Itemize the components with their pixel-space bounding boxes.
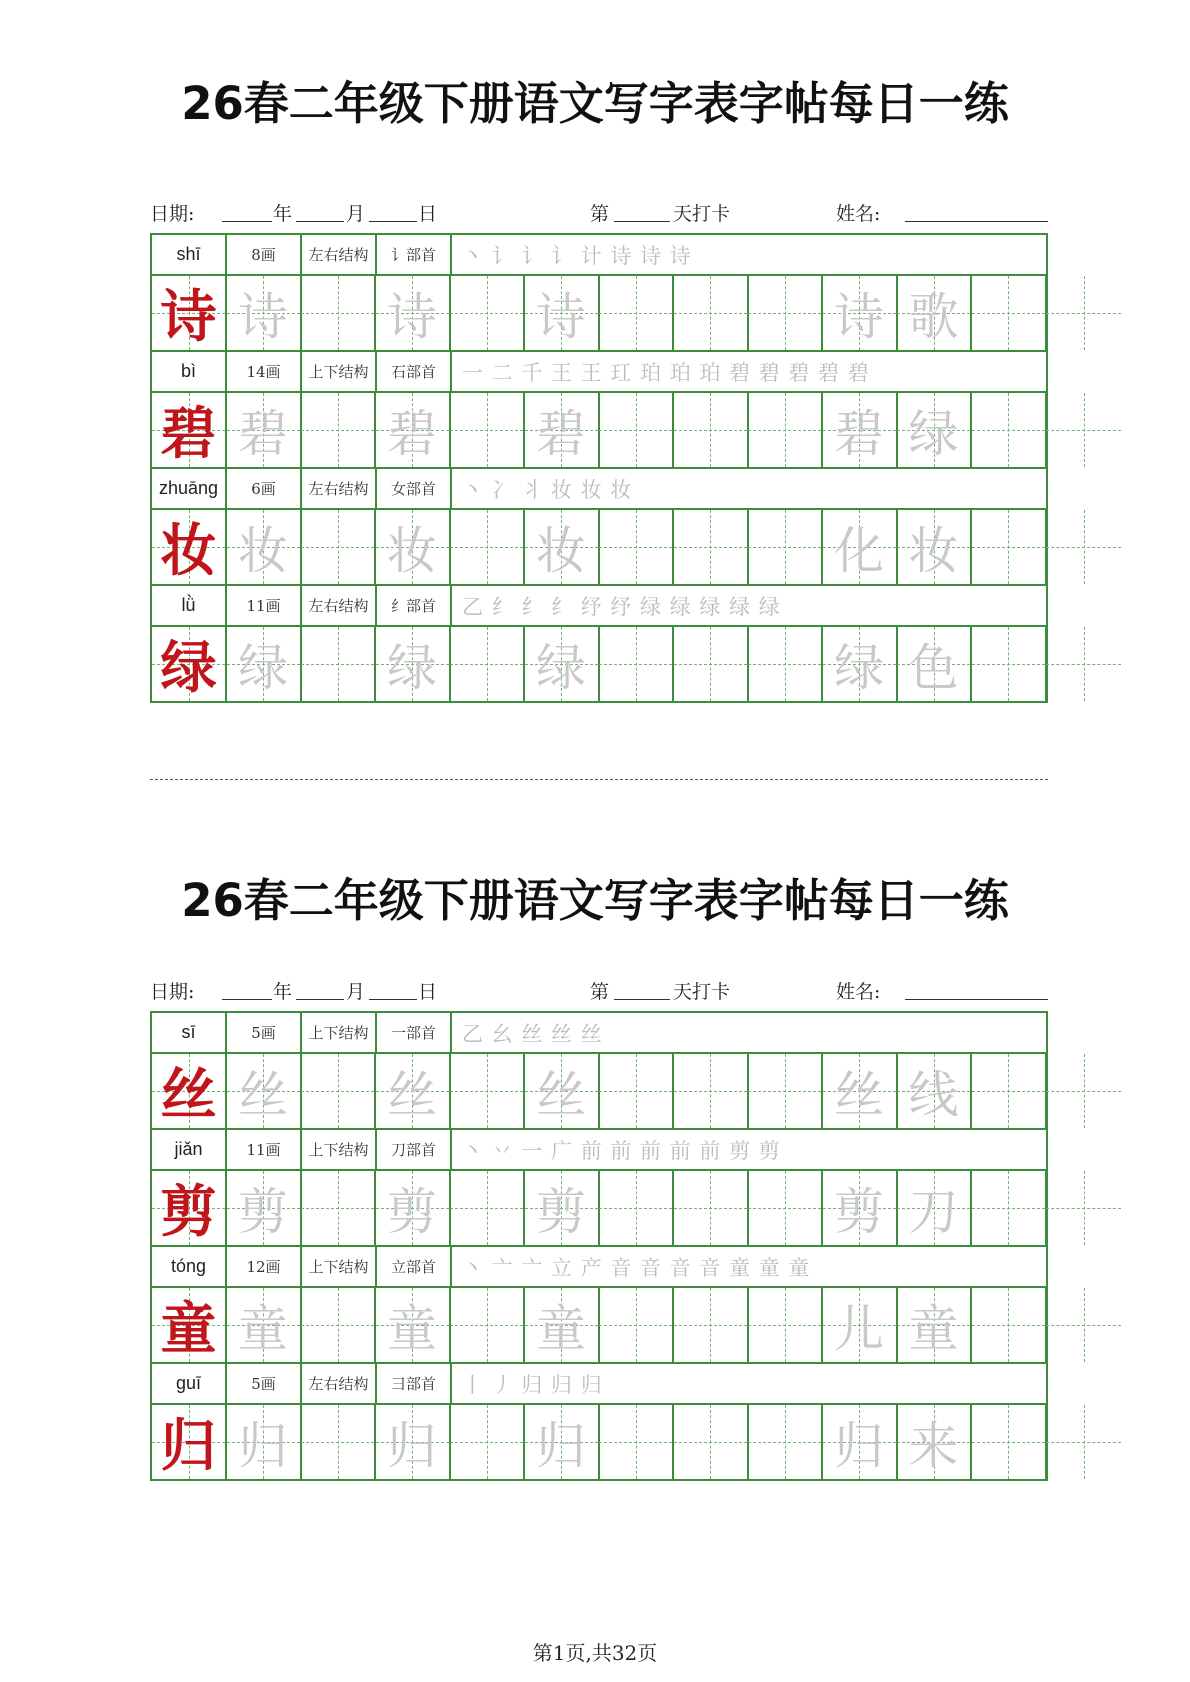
- practice-cell[interactable]: [972, 510, 1047, 584]
- practice-cell[interactable]: [748, 1288, 823, 1362]
- practice-cell[interactable]: [376, 1054, 451, 1128]
- stroke-order: 丶 讠 讠 讠 计 诗 诗 诗: [462, 243, 692, 268]
- trace-character: 归: [536, 1417, 586, 1475]
- info-row: [152, 469, 1046, 510]
- trace-character: 绿: [536, 639, 586, 697]
- pinyin-cell: sī: [152, 1013, 227, 1052]
- info-line: [150, 975, 1048, 1005]
- practice-cell[interactable]: [823, 1405, 898, 1479]
- date-label: 日期:: [150, 981, 195, 1003]
- practice-cell[interactable]: [897, 276, 972, 350]
- strokes-count-cell: 11画: [227, 1130, 302, 1169]
- practice-cell[interactable]: [823, 510, 898, 584]
- trace-character: 绿: [238, 639, 288, 697]
- practice-cell[interactable]: [450, 510, 525, 584]
- page-footer: 第1页,共32页: [532, 1641, 658, 1665]
- day-label: 日: [418, 203, 438, 225]
- structure-cell: 左右结构: [302, 586, 377, 625]
- practice-cell[interactable]: [674, 1054, 749, 1128]
- practice-cell[interactable]: [748, 627, 823, 701]
- practice-cell[interactable]: [599, 627, 674, 701]
- practice-row: [152, 1171, 1046, 1247]
- trace-character: 儿: [834, 1300, 884, 1358]
- model-character: [152, 1405, 227, 1479]
- trace-character: 色: [908, 639, 959, 697]
- practice-cell[interactable]: [972, 1405, 1047, 1479]
- info-row: [152, 235, 1046, 276]
- practice-cell[interactable]: [525, 393, 600, 467]
- model-character: [152, 393, 227, 467]
- strokes-count-cell: 5画: [227, 1364, 302, 1403]
- model-character: [152, 1054, 227, 1128]
- strokes-count-cell: 5画: [227, 1013, 302, 1052]
- practice-cell[interactable]: [301, 1054, 376, 1128]
- practice-cell[interactable]: [376, 1405, 451, 1479]
- info-row: [152, 352, 1046, 393]
- radical-cell: 讠部首: [377, 235, 452, 274]
- model-character: [152, 1288, 227, 1362]
- practice-cell[interactable]: [748, 1054, 823, 1128]
- trace-character: 归: [387, 1417, 437, 1475]
- practice-cell[interactable]: [823, 1288, 898, 1362]
- structure-cell: 左右结构: [302, 1364, 377, 1403]
- practice-cell[interactable]: [301, 276, 376, 350]
- page-title: 26春二年级下册语文写字表字帖每日一练: [181, 77, 1009, 130]
- trace-character: 丝: [536, 1066, 586, 1124]
- practice-row: [152, 1405, 1046, 1481]
- practice-cell[interactable]: [674, 1171, 749, 1245]
- model-character: [152, 510, 227, 584]
- trace-character: 剪: [387, 1183, 437, 1241]
- strokes-count-cell: 14画: [227, 352, 302, 391]
- month-label: 月: [346, 981, 366, 1003]
- practice-cell[interactable]: [674, 393, 749, 467]
- practice-cell[interactable]: [450, 1288, 525, 1362]
- practice-cell[interactable]: [823, 276, 898, 350]
- practice-cell[interactable]: [748, 1405, 823, 1479]
- practice-cell[interactable]: [599, 276, 674, 350]
- practice-cell[interactable]: [301, 627, 376, 701]
- structure-cell: 上下结构: [302, 1130, 377, 1169]
- check-prefix: 第: [590, 981, 610, 1003]
- practice-cell[interactable]: [972, 627, 1047, 701]
- radical-cell: 刀部首: [377, 1130, 452, 1169]
- practice-cell[interactable]: [599, 1054, 674, 1128]
- model-character-text: 妆: [160, 518, 217, 584]
- trace-character: 妆: [387, 522, 437, 580]
- trace-character: 歌: [908, 288, 959, 346]
- year-label: 年: [273, 203, 293, 225]
- practice-row: [152, 1288, 1046, 1364]
- practice-cell[interactable]: [227, 510, 302, 584]
- practice-cell[interactable]: [450, 627, 525, 701]
- practice-cell[interactable]: [227, 276, 302, 350]
- pinyin-cell: guī: [152, 1364, 227, 1403]
- practice-cell[interactable]: [972, 1054, 1047, 1128]
- model-character-text: 童: [160, 1296, 217, 1362]
- trace-character: 妆: [238, 522, 288, 580]
- strokes-count-cell: 12画: [227, 1247, 302, 1286]
- trace-character: 诗: [536, 288, 586, 346]
- structure-cell: 上下结构: [302, 1247, 377, 1286]
- practice-cell[interactable]: [525, 510, 600, 584]
- practice-cell[interactable]: [525, 1405, 600, 1479]
- radical-cell: 彐部首: [377, 1364, 452, 1403]
- trace-character: 剪: [834, 1183, 884, 1241]
- practice-cell[interactable]: [1046, 1054, 1121, 1128]
- info-line: [150, 197, 1048, 227]
- practice-cell[interactable]: [227, 1405, 302, 1479]
- practice-cell[interactable]: [1046, 276, 1121, 350]
- info-row: [152, 1130, 1046, 1171]
- practice-cell[interactable]: [823, 1054, 898, 1128]
- model-character-text: 诗: [160, 284, 217, 350]
- practice-cell[interactable]: [450, 1054, 525, 1128]
- trace-character: 碧: [536, 405, 586, 463]
- radical-cell: 一部首: [377, 1013, 452, 1052]
- practice-row: [152, 627, 1046, 703]
- model-character-text: 归: [160, 1413, 217, 1479]
- practice-cell[interactable]: [376, 1288, 451, 1362]
- practice-cell[interactable]: [525, 1171, 600, 1245]
- practice-cell[interactable]: [450, 393, 525, 467]
- trace-character: 剪: [238, 1183, 288, 1241]
- trace-character: 来: [908, 1417, 959, 1475]
- practice-cell[interactable]: [897, 627, 972, 701]
- structure-cell: 上下结构: [302, 352, 377, 391]
- model-character-text: 丝: [160, 1062, 217, 1128]
- practice-cell[interactable]: [227, 627, 302, 701]
- pinyin-cell: shī: [152, 235, 227, 274]
- practice-cell[interactable]: [301, 1405, 376, 1479]
- trace-character: 刀: [908, 1183, 959, 1241]
- practice-cell[interactable]: [301, 393, 376, 467]
- practice-cell[interactable]: [599, 1405, 674, 1479]
- practice-row: [152, 510, 1046, 586]
- stroke-order: 丶 亠 亠 立 产 音 音 音 音 童 童 童: [462, 1255, 811, 1280]
- practice-cell[interactable]: [674, 627, 749, 701]
- practice-cell[interactable]: [674, 510, 749, 584]
- check-suffix: 天打卡: [673, 981, 731, 1003]
- practice-cell[interactable]: [823, 1171, 898, 1245]
- stroke-order: 丶 丷 一 广 前 前 前 前 前 剪 剪: [462, 1138, 781, 1163]
- practice-cell[interactable]: [823, 627, 898, 701]
- strokes-count-cell: 6画: [227, 469, 302, 508]
- name-label: 姓名:: [836, 981, 881, 1003]
- practice-cell[interactable]: [227, 1171, 302, 1245]
- practice-cell[interactable]: [376, 393, 451, 467]
- practice-cell[interactable]: [748, 393, 823, 467]
- trace-character: 童: [387, 1300, 437, 1358]
- practice-cell[interactable]: [748, 1171, 823, 1245]
- practice-cell[interactable]: [227, 1288, 302, 1362]
- page-title: 26春二年级下册语文写字表字帖每日一练: [181, 874, 1009, 927]
- trace-character: 碧: [834, 405, 884, 463]
- trace-character: 绿: [387, 639, 437, 697]
- practice-cell[interactable]: [972, 276, 1047, 350]
- trace-character: 绿: [908, 405, 959, 463]
- info-row: [152, 1013, 1046, 1054]
- stroke-order: 一 二 千 王 王 玒 珀 珀 珀 碧 碧 碧 碧 碧: [462, 360, 870, 385]
- info-row: [152, 1364, 1046, 1405]
- trace-character: 妆: [908, 522, 959, 580]
- practice-cell[interactable]: [1046, 1171, 1121, 1245]
- model-character-text: 剪: [160, 1179, 217, 1245]
- month-label: 月: [346, 203, 366, 225]
- practice-cell[interactable]: [1046, 1405, 1121, 1479]
- stroke-order: 乙 纟 纟 纟 纾 纾 绿 绿 绿 绿 绿: [462, 594, 781, 619]
- trace-character: 碧: [238, 405, 288, 463]
- strokes-count-cell: 8画: [227, 235, 302, 274]
- trace-character: 绿: [834, 639, 884, 697]
- stroke-order: 丶 冫 丬 妆 妆 妆: [462, 477, 633, 502]
- trace-character: 童: [536, 1300, 586, 1358]
- practice-cell[interactable]: [450, 1405, 525, 1479]
- practice-row: [152, 393, 1046, 469]
- practice-cell[interactable]: [748, 510, 823, 584]
- practice-cell[interactable]: [674, 1405, 749, 1479]
- model-character-text: 绿: [160, 635, 217, 701]
- practice-cell[interactable]: [897, 510, 972, 584]
- name-label: 姓名:: [836, 203, 881, 225]
- trace-character: 丝: [238, 1066, 288, 1124]
- practice-cell[interactable]: [227, 1054, 302, 1128]
- trace-character: 剪: [536, 1183, 586, 1241]
- trace-character: 化: [834, 522, 884, 580]
- practice-cell[interactable]: [376, 276, 451, 350]
- practice-grid: [150, 1011, 1048, 1481]
- practice-cell[interactable]: [972, 393, 1047, 467]
- practice-grid: [150, 233, 1048, 703]
- practice-cell[interactable]: [525, 1288, 600, 1362]
- practice-cell[interactable]: [525, 276, 600, 350]
- practice-cell[interactable]: [897, 1405, 972, 1479]
- practice-cell[interactable]: [525, 1054, 600, 1128]
- practice-cell[interactable]: [897, 1054, 972, 1128]
- practice-cell[interactable]: [1046, 1288, 1121, 1362]
- day-label: 日: [418, 981, 438, 1003]
- practice-cell[interactable]: [748, 276, 823, 350]
- practice-cell[interactable]: [823, 393, 898, 467]
- practice-cell[interactable]: [227, 393, 302, 467]
- practice-cell[interactable]: [897, 393, 972, 467]
- practice-cell[interactable]: [301, 1288, 376, 1362]
- practice-cell[interactable]: [897, 1288, 972, 1362]
- model-character-text: 碧: [160, 401, 217, 467]
- structure-cell: 左右结构: [302, 235, 377, 274]
- model-character: [152, 1171, 227, 1245]
- practice-cell[interactable]: [972, 1288, 1047, 1362]
- pinyin-cell: tóng: [152, 1247, 227, 1286]
- practice-cell[interactable]: [599, 1288, 674, 1362]
- trace-character: 丝: [387, 1066, 437, 1124]
- info-row: [152, 1247, 1046, 1288]
- practice-cell[interactable]: [450, 1171, 525, 1245]
- practice-cell[interactable]: [376, 510, 451, 584]
- stroke-order: 丨 丿 归 归 归: [462, 1372, 603, 1397]
- practice-cell[interactable]: [301, 510, 376, 584]
- strokes-count-cell: 11画: [227, 586, 302, 625]
- practice-row: [152, 276, 1046, 352]
- trace-character: 诗: [834, 288, 884, 346]
- practice-cell[interactable]: [897, 1171, 972, 1245]
- model-character: [152, 627, 227, 701]
- check-suffix: 天打卡: [673, 203, 731, 225]
- practice-cell[interactable]: [599, 510, 674, 584]
- trace-character: 诗: [387, 288, 437, 346]
- trace-character: 童: [908, 1300, 959, 1358]
- practice-cell[interactable]: [301, 1171, 376, 1245]
- practice-cell[interactable]: [1046, 510, 1121, 584]
- practice-cell[interactable]: [1046, 393, 1121, 467]
- trace-character: 归: [834, 1417, 884, 1475]
- practice-cell[interactable]: [376, 1171, 451, 1245]
- date-label: 日期:: [150, 203, 195, 225]
- info-row: [152, 586, 1046, 627]
- practice-cell[interactable]: [674, 276, 749, 350]
- trace-character: 妆: [536, 522, 586, 580]
- trace-character: 童: [238, 1300, 288, 1358]
- year-label: 年: [273, 981, 293, 1003]
- cut-divider: [150, 779, 1048, 780]
- pinyin-cell: zhuāng: [152, 469, 227, 508]
- trace-character: 线: [908, 1066, 959, 1124]
- practice-cell[interactable]: [525, 627, 600, 701]
- trace-character: 碧: [387, 405, 437, 463]
- practice-cell[interactable]: [972, 1171, 1047, 1245]
- pinyin-cell: bì: [152, 352, 227, 391]
- structure-cell: 上下结构: [302, 1013, 377, 1052]
- pinyin-cell: jiǎn: [152, 1130, 227, 1169]
- practice-cell[interactable]: [1046, 627, 1121, 701]
- model-character: [152, 276, 227, 350]
- radical-cell: 石部首: [377, 352, 452, 391]
- practice-cell[interactable]: [599, 1171, 674, 1245]
- practice-cell[interactable]: [450, 276, 525, 350]
- stroke-order: 乙 幺 丝 丝 丝: [462, 1021, 603, 1046]
- radical-cell: 女部首: [377, 469, 452, 508]
- trace-character: 归: [238, 1417, 288, 1475]
- practice-cell[interactable]: [674, 1288, 749, 1362]
- radical-cell: 立部首: [377, 1247, 452, 1286]
- practice-cell[interactable]: [376, 627, 451, 701]
- practice-row: [152, 1054, 1046, 1130]
- structure-cell: 左右结构: [302, 469, 377, 508]
- trace-character: 诗: [238, 288, 288, 346]
- pinyin-cell: lǜ: [152, 586, 227, 625]
- check-prefix: 第: [590, 203, 610, 225]
- radical-cell: 纟部首: [377, 586, 452, 625]
- trace-character: 丝: [834, 1066, 884, 1124]
- practice-cell[interactable]: [599, 393, 674, 467]
